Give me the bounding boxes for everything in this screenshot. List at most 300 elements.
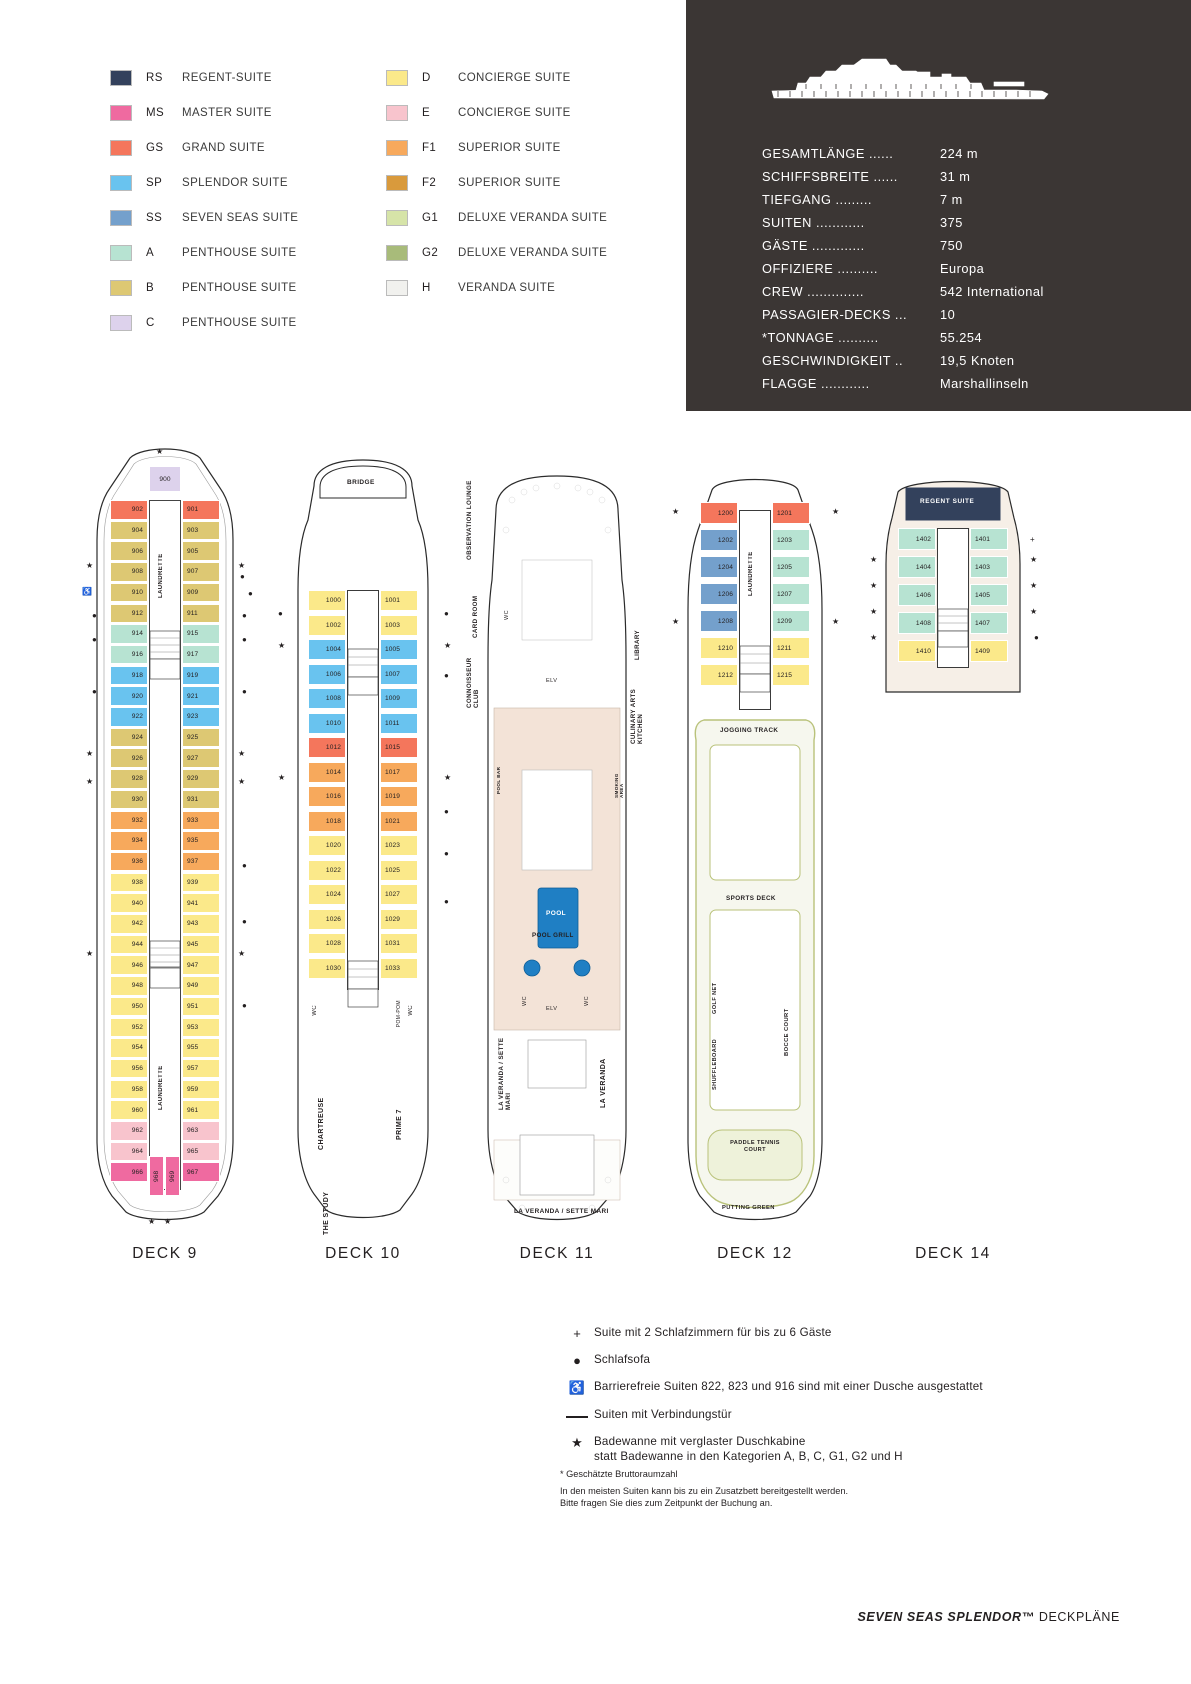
cabin-1210[interactable] [700, 637, 738, 659]
cabin-number: 1201 [777, 509, 793, 517]
brand-ship-name: SEVEN SEAS SPLENDOR™ [857, 1610, 1035, 1624]
deck-symbol-sofa: ● [444, 849, 449, 858]
legend-item-h [386, 270, 607, 305]
cabin-number: 1017 [385, 768, 401, 776]
cabin-number: 903 [187, 526, 199, 534]
deck10-elevator-aft-icon [347, 988, 379, 1008]
cabin-964[interactable] [110, 1142, 148, 1162]
cabin-934[interactable] [110, 831, 148, 851]
spec-value: 542 International [940, 284, 1044, 299]
cabin-number: 920 [131, 692, 143, 700]
cabin-1403[interactable] [970, 556, 1008, 578]
cabin-number: 1203 [777, 536, 793, 544]
deck-plan-11 [462, 440, 652, 1300]
deck-symbol-star: ★ [164, 1217, 172, 1226]
cabin-917[interactable] [182, 645, 220, 665]
legend-code: H [422, 281, 431, 294]
footnote-row [560, 1352, 1120, 1368]
cabin-931[interactable] [182, 790, 220, 810]
cabin-1404[interactable] [898, 556, 936, 578]
deck9-corridor [149, 500, 181, 1190]
cabin-number: 1406 [915, 591, 931, 599]
cabin-number: 926 [131, 754, 143, 762]
cabin-941[interactable] [182, 893, 220, 913]
legend-label: SEVEN SEAS SUITE [182, 211, 299, 224]
legend-item-ss [110, 200, 298, 235]
cabin-1200[interactable] [700, 502, 738, 524]
cabin-1028[interactable] [308, 933, 346, 954]
cabin-number: 1030 [325, 964, 341, 972]
cabin-1204[interactable] [700, 556, 738, 578]
deck11-card-room-label: CARD ROOM [472, 595, 479, 638]
cabin-1203[interactable] [772, 529, 810, 551]
cabin-number: 906 [131, 547, 143, 555]
legend-code: G2 [422, 246, 439, 259]
cabin-number: 969 [169, 1170, 176, 1182]
cabin-number: 1022 [325, 866, 341, 874]
deck10-bridge-label: BRIDGE [347, 479, 375, 486]
cabin-1033[interactable] [380, 958, 418, 979]
cabin-1205[interactable] [772, 556, 810, 578]
cabin-number: 1016 [325, 793, 341, 800]
cabin-1015[interactable] [380, 737, 418, 758]
cabin-number: 1020 [325, 842, 341, 849]
cabin-952[interactable] [110, 1018, 148, 1038]
footnote-symbol-icon: ♿ [568, 1380, 586, 1395]
cabin-930[interactable] [110, 790, 148, 810]
deck-plan-9 [70, 440, 260, 1300]
legend-swatch-c [110, 315, 132, 331]
cabin-number: 958 [131, 1085, 143, 1093]
cabin-number: 934 [131, 837, 143, 845]
deck11-pool-grill-label: POOL GRILL [532, 932, 574, 939]
cabin-1022[interactable] [308, 860, 346, 881]
deck9-caption: DECK 9 [132, 1245, 198, 1262]
deck11-outline [462, 440, 652, 1230]
cabin-number: 923 [187, 713, 199, 721]
spec-value: 31 m [940, 169, 971, 184]
cabin-1201[interactable] [772, 502, 810, 524]
cabin-906[interactable] [110, 541, 148, 561]
cabin-number: 1011 [385, 719, 400, 727]
cabin-number: 909 [187, 589, 199, 597]
cabin-1027[interactable] [380, 884, 418, 905]
cabin-number: 1018 [325, 817, 341, 825]
cabin-1016[interactable] [308, 786, 346, 807]
spec-row [762, 211, 1162, 234]
cabin-1206[interactable] [700, 583, 738, 605]
cabin-937[interactable] [182, 852, 220, 872]
cabin-922[interactable] [110, 707, 148, 727]
cabin-928[interactable] [110, 769, 148, 789]
cabin-936[interactable] [110, 852, 148, 872]
deck-symbol-star: ★ [278, 641, 286, 650]
cabin-915[interactable] [182, 624, 220, 644]
cabin-1023[interactable] [380, 835, 418, 856]
cabin-number: 941 [187, 899, 199, 907]
legend-code: SP [146, 176, 163, 189]
cabin-904[interactable] [110, 521, 148, 541]
cabin-1408[interactable] [898, 612, 936, 634]
deck11-wc-aft-port-label: WC [522, 996, 528, 1006]
legend-label: DELUXE VERANDA SUITE [458, 246, 608, 259]
cabin-1215[interactable] [772, 664, 810, 686]
legend-code: GS [146, 141, 164, 154]
cabin-1405[interactable] [970, 584, 1008, 606]
cabin-number: 961 [187, 1106, 199, 1114]
cabin-935[interactable] [182, 831, 220, 851]
ship-silhouette-icon [766, 50, 1056, 110]
legend-item-f1 [386, 130, 607, 165]
cabin-number: 942 [131, 920, 143, 928]
cabin-945[interactable] [182, 935, 220, 955]
cabin-number: 1027 [385, 891, 401, 898]
cabin-number: 1012 [325, 744, 341, 751]
cabin-926[interactable] [110, 748, 148, 768]
cabin-1014[interactable] [308, 762, 346, 783]
cabin-925[interactable] [182, 728, 220, 748]
cabin-number: 963 [187, 1127, 199, 1135]
cabin-1021[interactable] [380, 811, 418, 832]
deck-symbol-star: ★ [672, 507, 680, 516]
cabin-1005[interactable] [380, 639, 418, 660]
cabin-1017[interactable] [380, 762, 418, 783]
cabin-900[interactable] [149, 466, 181, 492]
deck14-stairs [937, 608, 969, 632]
deck12-shuffleboard-label: SHUFFLEBOARD [712, 1038, 718, 1090]
cabin-929[interactable] [182, 769, 220, 789]
deck-symbol-star: ★ [238, 749, 246, 758]
cabin-939[interactable] [182, 873, 220, 893]
cabin-1025[interactable] [380, 860, 418, 881]
cabin-number: 1402 [915, 535, 931, 543]
legend-swatch-f1 [386, 140, 408, 156]
deck9-elevator-aft-icon [149, 967, 181, 989]
cabin-1003[interactable] [380, 615, 418, 636]
spec-label: *TONNAGE .......... [762, 330, 879, 345]
cabin-number: 1025 [385, 866, 401, 874]
cabin-number: 1001 [385, 597, 401, 604]
cabin-960[interactable] [110, 1100, 148, 1120]
cabin-961[interactable] [182, 1100, 220, 1120]
legend-swatch-f2 [386, 175, 408, 191]
spec-row [762, 188, 1162, 211]
legend-label: MASTER SUITE [182, 106, 272, 119]
deck-symbol-star: ★ [870, 607, 878, 616]
cabin-918[interactable] [110, 666, 148, 686]
legend-code: F2 [422, 176, 437, 189]
cabin-949[interactable] [182, 976, 220, 996]
cabin-number: 938 [131, 878, 143, 886]
footnote-row [560, 1325, 1120, 1341]
cabin-1012[interactable] [308, 737, 346, 758]
cabin-1401[interactable] [970, 528, 1008, 550]
deck-symbol-star: ★ [86, 949, 94, 958]
deck10-pompom-label: POM-POM [396, 1000, 402, 1028]
cabin-1010[interactable] [308, 713, 346, 734]
cabin-1004[interactable] [308, 639, 346, 660]
cabin-number: 937 [187, 858, 199, 866]
cabin-912[interactable] [110, 604, 148, 624]
cabin-968[interactable] [149, 1156, 164, 1196]
cabin-956[interactable] [110, 1059, 148, 1079]
legend-label: SUPERIOR SUITE [458, 176, 561, 189]
cabin-1007[interactable] [380, 664, 418, 685]
cabin-number: 962 [131, 1127, 143, 1135]
cabin-1212[interactable] [700, 664, 738, 686]
cabin-1208[interactable] [700, 610, 738, 632]
spec-row [762, 326, 1162, 349]
spec-label: GÄSTE ............. [762, 238, 865, 253]
cabin-911[interactable] [182, 604, 220, 624]
cabin-number: 955 [187, 1044, 199, 1052]
deck12-laundrette-label: LAUNDRETTE [748, 551, 754, 596]
cabin-1207[interactable] [772, 583, 810, 605]
cabin-number: 1005 [385, 646, 401, 653]
footnote-text: Barrierefreie Suiten 822, 823 und 916 sind mit einer Dusche ausgestattet [594, 1380, 983, 1393]
cabin-number: 935 [187, 837, 199, 845]
cabin-902[interactable] [110, 500, 148, 520]
footnote-symbol-icon: ★ [571, 1435, 583, 1450]
cabin-1002[interactable] [308, 615, 346, 636]
spec-value: 375 [940, 215, 963, 230]
cabin-951[interactable] [182, 997, 220, 1017]
cabin-1000[interactable] [308, 590, 346, 611]
cabin-1211[interactable] [772, 637, 810, 659]
cabin-1009[interactable] [380, 688, 418, 709]
cabin-932[interactable] [110, 811, 148, 831]
cabin-903[interactable] [182, 521, 220, 541]
deck10-elevator-fwd-icon [347, 676, 379, 696]
deck12-bocce-court-label: BOCCE COURT [784, 1008, 790, 1056]
cabin-901[interactable] [182, 500, 220, 520]
fineprint [560, 1468, 1120, 1510]
cabin-1031[interactable] [380, 933, 418, 954]
cabin-number: 1207 [777, 590, 793, 598]
legend-swatch-ms [110, 105, 132, 121]
cabin-1202[interactable] [700, 529, 738, 551]
deck11-smoking-area-label: SMOKING AREA [614, 773, 624, 798]
cabin-number: 1407 [975, 619, 991, 627]
cabin-number: 910 [131, 589, 143, 597]
spec-row [762, 257, 1162, 280]
cabin-1019[interactable] [380, 786, 418, 807]
cabin-number: 904 [131, 526, 143, 534]
footnote-text: Suiten mit Verbindungstür [594, 1408, 732, 1421]
cabin-number: 930 [131, 796, 143, 804]
cabin-number: 949 [187, 982, 199, 990]
spec-label: FLAGGE ............ [762, 376, 870, 391]
cabin-number: 968 [153, 1170, 160, 1182]
fineprint-line1: * Geschätzte Bruttoraumzahl [560, 1469, 678, 1479]
legend-swatch-rs [110, 70, 132, 86]
deck12-stairs [739, 645, 771, 675]
deck12-sports-deck-label: SPORTS DECK [726, 895, 776, 902]
deck-symbol-star: ★ [832, 507, 840, 516]
cabin-942[interactable] [110, 914, 148, 934]
footnote-text: Badewanne mit verglaster Duschkabine statt Badewanne in den Kategorien A, B, C, G1, G2 und H [594, 1435, 903, 1463]
cabin-924[interactable] [110, 728, 148, 748]
legend-item-e [386, 95, 607, 130]
cabin-933[interactable] [182, 811, 220, 831]
cabin-907[interactable] [182, 562, 220, 582]
spec-label: CREW .............. [762, 284, 864, 299]
cabin-967[interactable] [182, 1162, 220, 1182]
deck9-stairs-fwd [149, 630, 181, 660]
cabin-number: 1410 [915, 647, 931, 655]
cabin-1029[interactable] [380, 909, 418, 930]
cabin-947[interactable] [182, 955, 220, 975]
cabin-963[interactable] [182, 1121, 220, 1141]
footnote-row [560, 1379, 1120, 1396]
cabin-1020[interactable] [308, 835, 346, 856]
cabin-number: 907 [187, 568, 199, 576]
footnote-text: Suite mit 2 Schlafzimmern für bis zu 6 Gäste [594, 1326, 832, 1339]
cabin-920[interactable] [110, 686, 148, 706]
deck-symbol-sofa: ● [444, 807, 449, 816]
cabin-1024[interactable] [308, 884, 346, 905]
spec-row [762, 372, 1162, 395]
cabin-950[interactable] [110, 997, 148, 1017]
deck10-chartreuse-label: CHARTREUSE [318, 1097, 325, 1150]
cabin-1011[interactable] [380, 713, 418, 734]
cabin-number: 1015 [385, 744, 401, 751]
cabin-number: 1031 [385, 940, 401, 947]
cabin-938[interactable] [110, 873, 148, 893]
cabin-number: 1010 [325, 719, 341, 727]
spec-value: Marshallinseln [940, 376, 1029, 391]
cabin-923[interactable] [182, 707, 220, 727]
deck10-prime7-label: PRIME 7 [396, 1109, 403, 1140]
legend-code: MS [146, 106, 165, 119]
cabin-number: 954 [131, 1044, 143, 1052]
cabin-940[interactable] [110, 893, 148, 913]
cabin-number: 1008 [325, 695, 341, 702]
cabin-number: 921 [187, 692, 199, 700]
legend-code: F1 [422, 141, 437, 154]
deck-symbol-star: ★ [1030, 607, 1038, 616]
cabin-914[interactable] [110, 624, 148, 644]
cabin-1402[interactable] [898, 528, 936, 550]
cabin-number: 1210 [717, 644, 733, 652]
cabin-number: 1206 [717, 590, 733, 598]
cabin-954[interactable] [110, 1038, 148, 1058]
deck-symbol-star: ★ [444, 773, 452, 782]
cabin-1406[interactable] [898, 584, 936, 606]
cabin-1209[interactable] [772, 610, 810, 632]
cabin-number: 901 [187, 506, 199, 514]
cabin-1407[interactable] [970, 612, 1008, 634]
cabin-number: 1209 [777, 617, 793, 625]
cabin-number: 952 [131, 1023, 143, 1031]
cabin-946[interactable] [110, 955, 148, 975]
deck10-caption: DECK 10 [325, 1245, 401, 1262]
deck-symbol-star: ★ [278, 773, 286, 782]
cabin-908[interactable] [110, 562, 148, 582]
legend-code: A [146, 246, 155, 259]
cabin-921[interactable] [182, 686, 220, 706]
deck-symbol-star: ★ [444, 641, 452, 650]
cabin-927[interactable] [182, 748, 220, 768]
cabin-number: 922 [131, 713, 143, 721]
legend-label: DELUXE VERANDA SUITE [458, 211, 608, 224]
cabin-910[interactable] [110, 583, 148, 603]
spec-label: SCHIFFSBREITE ...... [762, 169, 898, 184]
cabin-number: 1028 [325, 940, 341, 947]
cabin-1006[interactable] [308, 664, 346, 685]
cabin-905[interactable] [182, 541, 220, 561]
deck-plan-10 [268, 440, 458, 1300]
cabin-number: 1019 [385, 793, 401, 800]
cabin-909[interactable] [182, 583, 220, 603]
spec-label: GESAMTLÄNGE ...... [762, 146, 894, 161]
cabin-1001[interactable] [380, 590, 418, 611]
deck-plan-14 [858, 440, 1048, 1300]
cabin-962[interactable] [110, 1121, 148, 1141]
cabin-1026[interactable] [308, 909, 346, 930]
cabin-919[interactable] [182, 666, 220, 686]
cabin-number: 939 [187, 878, 199, 886]
legend-item-b [110, 270, 298, 305]
cabin-number: 1009 [385, 695, 401, 702]
spec-label: TIEFGANG ......... [762, 192, 872, 207]
cabin-943[interactable] [182, 914, 220, 934]
cabin-948[interactable] [110, 976, 148, 996]
cabin-1030[interactable] [308, 958, 346, 979]
cabin-969[interactable] [165, 1156, 180, 1196]
deck-symbol-sofa: ● [242, 1001, 247, 1010]
cabin-number: 911 [187, 609, 198, 617]
cabin-1008[interactable] [308, 688, 346, 709]
cabin-944[interactable] [110, 935, 148, 955]
cabin-number: 964 [131, 1147, 143, 1155]
cabin-953[interactable] [182, 1018, 220, 1038]
spec-value: 19,5 Knoten [940, 353, 1015, 368]
cabin-number: 945 [187, 940, 199, 948]
cabin-number: 914 [131, 630, 143, 638]
cabin-955[interactable] [182, 1038, 220, 1058]
cabin-number: 950 [131, 1003, 143, 1011]
legend-code: E [422, 106, 431, 119]
deck-symbol-star: ★ [238, 777, 246, 786]
cabin-1409[interactable] [970, 640, 1008, 662]
cabin-958[interactable] [110, 1080, 148, 1100]
cabin-1018[interactable] [308, 811, 346, 832]
cabin-966[interactable] [110, 1162, 148, 1182]
deck-symbol-star: ★ [672, 617, 680, 626]
cabin-957[interactable] [182, 1059, 220, 1079]
cabin-number: 951 [187, 1003, 199, 1011]
cabin-number: 947 [187, 961, 199, 969]
cabin-number: 1208 [717, 617, 733, 625]
cabin-number: 1408 [915, 619, 931, 627]
deck11-culinary-arts-kitchen-label: CULINARY ARTS KITCHEN [630, 688, 644, 744]
cabin-916[interactable] [110, 645, 148, 665]
cabin-959[interactable] [182, 1080, 220, 1100]
cabin-number: 957 [187, 1065, 199, 1073]
deck-symbol-sofa: ● [242, 687, 247, 696]
deck11-la-veranda-sette-mari-footer: LA VERANDA / SETTE MARI [514, 1208, 609, 1215]
deck-plans [0, 440, 1191, 1300]
footnote-row [560, 1407, 1120, 1423]
cabin-1410[interactable] [898, 640, 936, 662]
deck14-regent-suite-label: REGENT SUITE [920, 498, 975, 505]
cabin-965[interactable] [182, 1142, 220, 1162]
cabin-number: 959 [187, 1085, 199, 1093]
legend-item-a [110, 235, 298, 270]
legend-item-c [110, 305, 298, 340]
cabin-number: 944 [131, 940, 143, 948]
